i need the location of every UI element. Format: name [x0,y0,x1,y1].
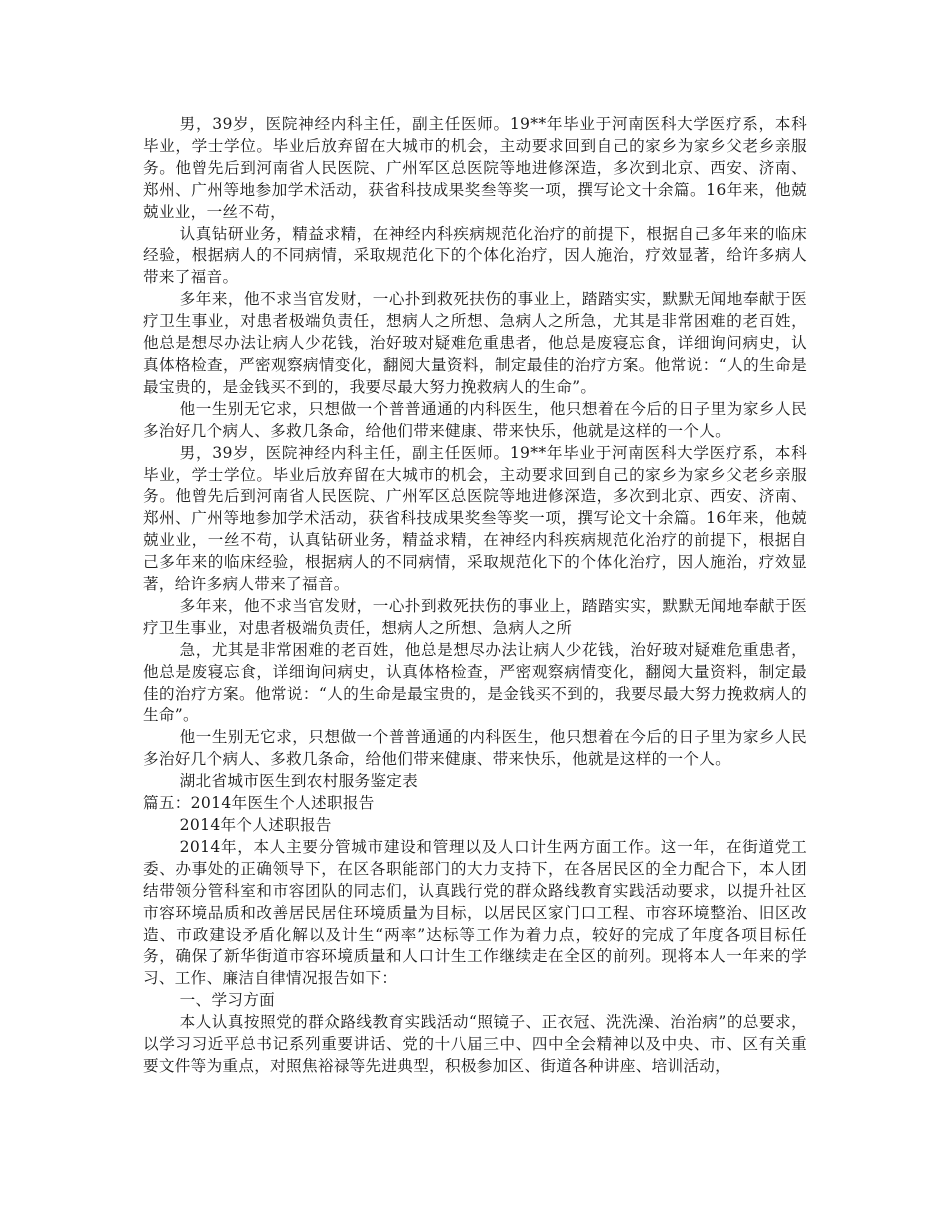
section-heading: 篇五：2014年医生个人述职报告 [143,794,375,813]
paragraph-dedication-2b: 急，尤其是非常困难的老百姓，他总是想尽办法让病人少花钱，治好玻对疑难危重患者，他总是废寝忘食，详细询问病史，认真体格检查，严密观察病情变化，翻阅大量资料，制定最佳的治疗方案。他常说：“人的生命是最宝贵的，是金钱买不到的，我要尽最大努力挽救病人的生命”。 [143,640,807,725]
paragraph-aspiration-2: 他一生别无它求，只想做一个普普通通的内科医生，他只想着在今后的日子里为家乡人民多治好几个病人、多救几条命，给他们带来健康、带来快乐，他就是这样的一个人。 [143,728,807,769]
paragraph-profile-2: 男，39岁，医院神经内科主任，副主任医师。19**年毕业于河南医科大学医疗系，本科毕业，学士学位。毕业后放弃留在大城市的机会，主动要求回到自己的家乡为家乡父老乡亲服务。他曾先后到河南省人民医院、广州军区总医院等地进修深造，多次到北京、西安、济南、郑州、广州等地参加学术活动，获省科技成果奖叁等奖一项，撰写论文十余篇。16年来，他兢兢业业，一丝不苟，认真钻研业务，精益求精，在神经内科疾病规范化治疗的前提下，根据自己多年来的临床经验，根据病人的不同病情，采取规范化下的个体化治疗，因人施治，疗效显著，给许多病人带来了福音。 [143,443,807,594]
document-body [143,114,807,1078]
paragraph-dedication-1: 多年来，他不求当官发财，一心扑到救死扶伤的事业上，踏踏实实，默默无闻地奉献于医疗卫生事业，对患者极端负责任，想病人之所想、急病人之所急，尤其是非常困难的老百姓，他总是想尽办法让病人少花钱，治好玻对疑难危重患者，他总是废寝忘食，详细询问病史，认真体格检查，严密观察病情变化，翻阅大量资料，制定最佳的治疗方案。他常说：“人的生命是最宝贵的，是金钱买不到的，我要尽最大努力挽救病人的生命”。 [143,290,807,396]
form-title: 湖北省城市医生到农村服务鉴定表 [179,772,419,791]
paragraph-report-intro: 2014年，本人主要分管城市建设和管理以及人口计生两方面工作。这一年，在街道党工委、办事处的正确领导下，在区各职能部门的大力支持下，在各居民区的全力配合下，本人团结带领分管科室和市容团队的同志们，认真践行党的群众路线教育实践活动要求，以提升社区市容环境品质和改善居民居住环境质量为目标，以居民区家门口工程、市容环境整治、旧区改造、市政建设矛盾化解以及计生“两率”达标等工作为着力点，较好的完成了年度各项目标任务，确保了新华街道市容环境质量和人口计生工作继续走在全区的前列。现将本人一年来的学习、工作、廉洁自律情况报告如下： [143,837,807,988]
paragraph-dedication-2a: 多年来，他不求当官发财，一心扑到救死扶伤的事业上，踏踏实实，默默无闻地奉献于医疗卫生事业，对患者极端负责任，想病人之所想、急病人之所 [143,596,807,637]
paragraph-aspiration-1: 他一生别无它求，只想做一个普普通通的内科医生，他只想着在今后的日子里为家乡人民多治好几个病人、多救几条命，给他们带来健康、带来快乐，他就是这样的一个人。 [143,399,807,440]
subsection-heading-study: 一、学习方面 [179,991,276,1010]
paragraph-diligence-1: 认真钻研业务，精益求精，在神经内科疾病规范化治疗的前提下，根据自己多年来的临床经验，根据病人的不同病情，采取规范化下的个体化治疗，因人施治，疗效显著，给许多病人带来了福音。 [143,224,807,287]
paragraph-study: 本人认真按照党的群众路线教育实践活动“照镜子、正衣冠、洗洗澡、治治病”的总要求，以学习习近平总书记系列重要讲话、党的十八届三中、四中全会精神以及中央、市、区有关重要文件等为重点，对照焦裕禄等先进典型，积极参加区、街道各种讲座、培训活动， [143,1013,807,1075]
paragraph-profile-1: 男，39岁，医院神经内科主任，副主任医师。19**年毕业于河南医科大学医疗系，本科毕业，学士学位。毕业后放弃留在大城市的机会，主动要求回到自己的家乡为家乡父老乡亲服务。他曾先后到河南省人民医院、广州军区总医院等地进修深造，多次到北京、西安、济南、郑州、广州等地参加学术活动，获省科技成果奖叁等奖一项，撰写论文十余篇。16年来，他兢兢业业，一丝不苟， [143,115,807,221]
report-title: 2014年个人述职报告 [179,816,332,834]
